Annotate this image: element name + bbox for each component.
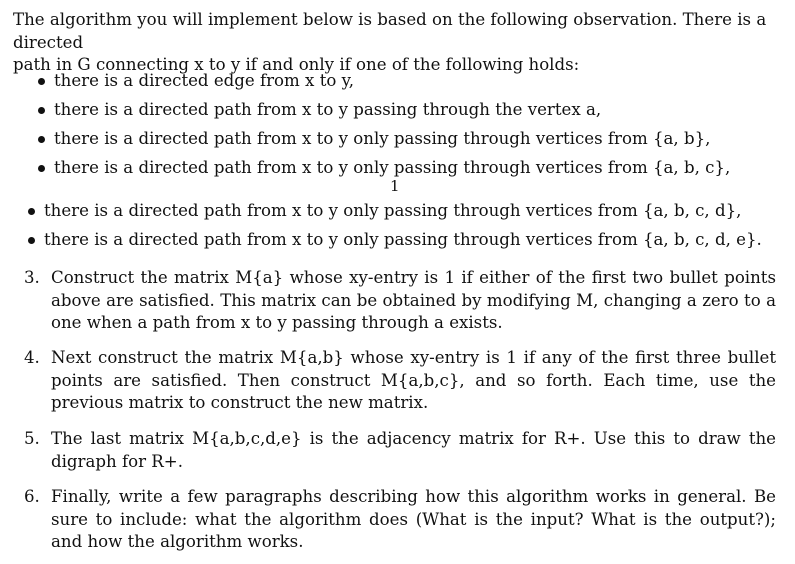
bullet-dot bbox=[28, 237, 35, 244]
intro-line-1: The algorithm you will implement below is based on the following observation. There is a directed bbox=[13, 10, 767, 52]
bullet-dot bbox=[38, 78, 45, 85]
item-number: 6. bbox=[24, 487, 40, 506]
bullet-text: there is a directed edge from x to y, bbox=[54, 71, 355, 90]
item-text: Construct the matrix M{a} whose xy-entry is 1 if either of the first two bullet points above are satisfied. This matrix can be obtained by modifying M, changing a zero to a one when a path from x to y passing through a exists. bbox=[51, 268, 776, 332]
bullet-text: there is a directed path from x to y only passing through vertices from {a, b, c}, bbox=[54, 158, 731, 177]
numbered-item-5 bbox=[24, 428, 776, 473]
bullet-text: there is a directed path from x to y only passing through vertices from {a, b}, bbox=[54, 129, 711, 148]
item-text: The last matrix M{a,b,c,d,e} is the adjacency matrix for R+. Use this to draw the digraph for R+. bbox=[51, 429, 776, 471]
item-text: Finally, write a few paragraphs describing how this algorithm works in general. Be sure to include: what the algorithm does (What is the input? What is the output?); and how the algorithm works. bbox=[51, 487, 776, 551]
bullet-dot bbox=[28, 208, 35, 215]
bullet-dot bbox=[38, 165, 45, 172]
item-number: 5. bbox=[24, 429, 40, 448]
item-number: 4. bbox=[24, 348, 40, 367]
bullet-dot bbox=[38, 136, 45, 143]
bullet-dot bbox=[38, 107, 45, 114]
numbered-item-3 bbox=[24, 267, 776, 335]
page-number: 1 bbox=[390, 177, 400, 195]
numbered-item-4 bbox=[24, 347, 776, 415]
intro-paragraph bbox=[13, 9, 783, 77]
bullet-text: there is a directed path from x to y only passing through vertices from {a, b, c, d}, bbox=[44, 201, 742, 220]
numbered-item-6 bbox=[24, 486, 776, 554]
bullet-text: there is a directed path from x to y only passing through vertices from {a, b, c, d, e}. bbox=[44, 230, 762, 249]
bullet-text: there is a directed path from x to y passing through the vertex a, bbox=[54, 100, 602, 119]
item-text: Next construct the matrix M{a,b} whose xy-entry is 1 if any of the first three bullet points are satisfied. Then construct M{a,b,c}, and so forth. Each time, use the previous matrix to construct the new matrix. bbox=[51, 348, 776, 412]
item-number: 3. bbox=[24, 268, 40, 287]
intro-line-2: path in G connecting x to y if and only if one of the following holds: bbox=[13, 55, 580, 74]
